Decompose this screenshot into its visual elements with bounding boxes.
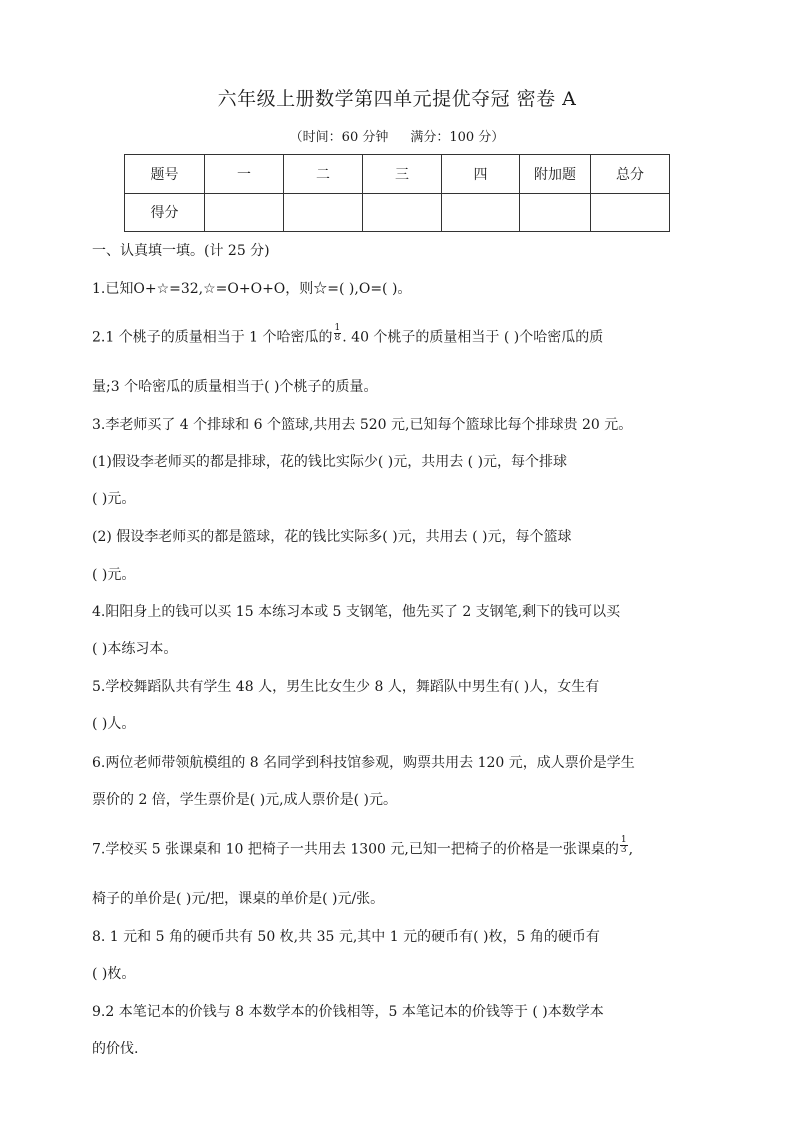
question-9-line-2: 的价伐.	[92, 1041, 139, 1057]
question-6-line-1: 6.两位老师带领航模组的 8 名同学到科技馆参观，购票共用去 120 元，成人票价是学生	[92, 755, 635, 771]
header-part-4: 四	[442, 155, 520, 194]
question-3: 3.李老师买了 4 个排球和 6 个篮球,共用去 520 元,已知每个篮球比每个排球贵 20 元。	[92, 417, 633, 433]
score-table-header-row	[125, 155, 670, 194]
question-3-part-1-line-1: (1)假设李老师买的都是排球，花的钱比实际少( )元，共用去 ( )元，每个排球	[92, 454, 568, 470]
score-cell-part-2	[284, 193, 363, 232]
score-cell-part-1	[205, 193, 284, 232]
question-2-text-a: 2.1 个桃子的质量相当于 1 个哈密瓜的	[92, 329, 333, 346]
score-table	[124, 154, 670, 232]
fraction-one-third	[620, 836, 628, 855]
fraction-one-eighth	[334, 324, 342, 343]
fraction-denominator: 8	[334, 333, 341, 343]
question-5-line-1: 5.学校舞蹈队共有学生 48 人，男生比女生少 8 人，舞蹈队中男生有( )人，女生有	[92, 679, 600, 695]
question-4-line-1: 4.阳阳身上的钱可以买 15 本练习本或 5 支钢笔，他先买了 2 支钢笔,剩下的钱可以买	[92, 604, 621, 620]
question-6-line-2: 票价的 2 倍，学生票价是( )元,成人票价是( )元。	[92, 792, 398, 808]
question-3-part-2-line-1: (2) 假设李老师买的都是篮球，花的钱比实际多( )元，共用去 ( )元，每个篮球	[92, 529, 572, 545]
section-1-heading: 一、认真填一填。(计 25 分)	[92, 243, 270, 259]
question-4-line-2: ( )本练习本。	[92, 641, 178, 657]
question-8-line-1: 8. 1 元和 5 角的硬币共有 50 枚,共 35 元,其中 1 元的硬币有( )枚，5 角的硬币有	[92, 929, 600, 945]
header-part-1: 一	[205, 155, 284, 194]
question-7-text-a: 7.学校买 5 张课桌和 10 把椅子一共用去 1300 元,已知一把椅子的价格是一张课桌的	[92, 841, 619, 858]
header-part-2: 二	[284, 155, 363, 194]
exam-info	[0, 126, 794, 145]
score-cell-total	[591, 193, 670, 232]
header-total: 总分	[591, 155, 670, 194]
question-8-line-2: ( )枚。	[92, 966, 136, 982]
question-9-line-1: 9.2 本笔记本的价钱与 8 本数学本的价钱相等，5 本笔记本的价钱等于 ( )本数学本	[92, 1004, 604, 1020]
score-row-label: 得分	[125, 193, 205, 232]
question-7-line-2: 椅子的单价是( )元/把，课桌的单价是( )元/张。	[92, 891, 385, 907]
fraction-denominator: 3	[620, 845, 627, 855]
header-bonus: 附加题	[520, 155, 591, 194]
question-3-part-1-line-2: ( )元。	[92, 491, 136, 507]
fraction-numerator: 1	[334, 323, 341, 333]
question-2-line-2: 量;3 个哈密瓜的质量相当于( )个桃子的质量。	[92, 379, 378, 395]
score-table-score-row	[125, 193, 670, 232]
header-question-number: 题号	[125, 155, 205, 194]
question-2-line-1	[92, 323, 704, 347]
question-7-text-b: ,	[628, 841, 634, 858]
question-1: 1.已知O+☆=32,☆=O+O+O，则☆=( ),O=( )。	[92, 281, 412, 297]
page-title: 六年级上册数学第四单元提优夺冠 密卷 A	[217, 88, 577, 110]
score-cell-part-4	[442, 193, 520, 232]
question-5-line-2: ( )人。	[92, 716, 136, 732]
question-3-part-2-line-2: ( )元。	[92, 567, 136, 583]
fraction-numerator: 1	[620, 835, 627, 845]
exam-time: （时间：60 分钟	[289, 130, 389, 145]
score-cell-part-3	[363, 193, 442, 232]
exam-total-score: 满分：100 分）	[410, 130, 505, 145]
question-7-line-1	[92, 835, 704, 859]
question-2-text-b: . 40 个桃子的质量相当于 ( )个哈密瓜的质	[342, 329, 604, 346]
score-cell-bonus	[520, 193, 591, 232]
header-part-3: 三	[363, 155, 442, 194]
